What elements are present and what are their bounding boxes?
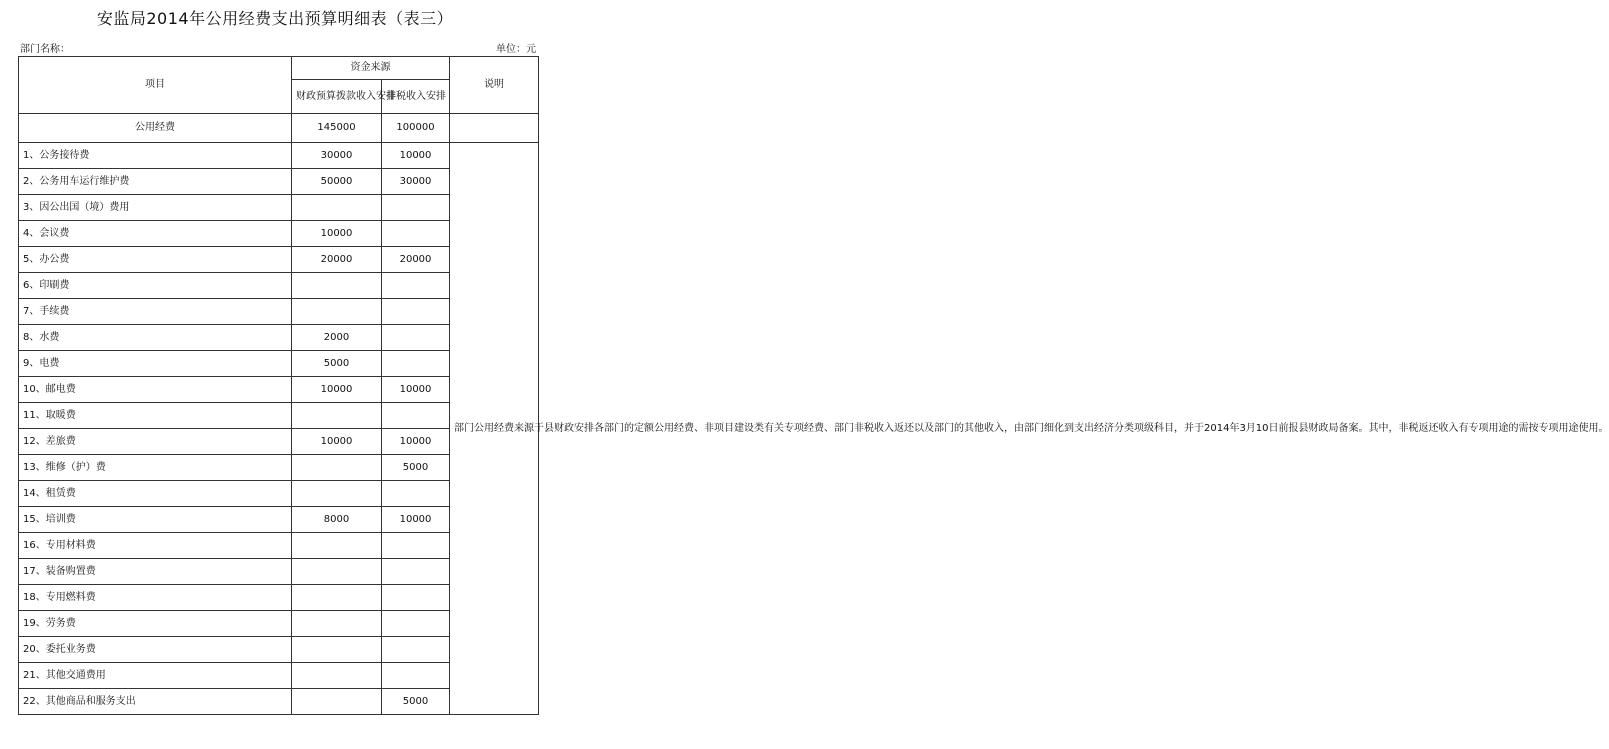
row-nontax — [382, 585, 450, 611]
row-label: 18、专用燃料费 — [19, 585, 292, 611]
row-fiscal: 50000 — [292, 169, 382, 195]
row-label: 16、专用材料费 — [19, 533, 292, 559]
row-fiscal: 10000 — [292, 221, 382, 247]
row-fiscal — [292, 663, 382, 689]
row-nontax: 10000 — [382, 377, 450, 403]
row-label: 14、租赁费 — [19, 481, 292, 507]
row-fiscal — [292, 299, 382, 325]
row-nontax — [382, 637, 450, 663]
row-nontax — [382, 481, 450, 507]
row-nontax: 10000 — [382, 507, 450, 533]
header-fiscal: 财政预算拨款收入安排 — [292, 80, 382, 114]
row-fiscal: 5000 — [292, 351, 382, 377]
row-nontax — [382, 533, 450, 559]
row-nontax: 5000 — [382, 689, 450, 715]
row-label: 22、其他商品和服务支出 — [19, 689, 292, 715]
row-nontax — [382, 273, 450, 299]
row-fiscal: 10000 — [292, 377, 382, 403]
row-fiscal: 20000 — [292, 247, 382, 273]
total-note — [450, 114, 539, 143]
row-label: 9、电费 — [19, 351, 292, 377]
row-label: 1、公务接待费 — [19, 143, 292, 169]
row-fiscal — [292, 403, 382, 429]
row-nontax — [382, 351, 450, 377]
row-label: 2、公务用车运行维护费 — [19, 169, 292, 195]
total-label: 公用经费 — [19, 114, 292, 143]
row-label: 20、委托业务费 — [19, 637, 292, 663]
table-row — [19, 143, 539, 169]
row-nontax: 30000 — [382, 169, 450, 195]
row-fiscal — [292, 637, 382, 663]
row-nontax — [382, 195, 450, 221]
note-text: 部门公用经费来源于县财政安排各部门的定额公用经费、非项目建设类有关专项经费、部门非税收入返还以及部门的其他收入，由部门细化到支出经济分类项级科目，并于2014年3月10日前报县财政局备案。其中，非税返还收入有专项用途的需按专项用途使用。 — [450, 143, 539, 715]
row-fiscal — [292, 195, 382, 221]
row-label: 21、其他交通费用 — [19, 663, 292, 689]
row-fiscal — [292, 585, 382, 611]
total-fiscal: 145000 — [292, 114, 382, 143]
row-fiscal — [292, 455, 382, 481]
row-fiscal: 8000 — [292, 507, 382, 533]
row-nontax: 10000 — [382, 429, 450, 455]
row-nontax: 5000 — [382, 455, 450, 481]
unit-label: 单位：元 — [496, 44, 536, 55]
row-fiscal — [292, 273, 382, 299]
row-fiscal — [292, 611, 382, 637]
row-nontax — [382, 663, 450, 689]
row-fiscal: 2000 — [292, 325, 382, 351]
row-label: 12、差旅费 — [19, 429, 292, 455]
row-nontax — [382, 299, 450, 325]
row-fiscal — [292, 559, 382, 585]
row-label: 6、印刷费 — [19, 273, 292, 299]
row-fiscal: 10000 — [292, 429, 382, 455]
row-nontax — [382, 221, 450, 247]
row-fiscal — [292, 481, 382, 507]
row-label: 11、取暖费 — [19, 403, 292, 429]
dept-name-label: 部门名称： — [20, 44, 70, 55]
row-label: 4、会议费 — [19, 221, 292, 247]
header-item: 项目 — [19, 57, 292, 114]
row-fiscal — [292, 533, 382, 559]
page-title: 安监局2014年公用经费支出预算明细表（表三） — [96, 9, 454, 28]
budget-table — [18, 56, 1609, 715]
header-row-1 — [19, 57, 539, 80]
total-row — [19, 114, 539, 143]
row-label: 7、手续费 — [19, 299, 292, 325]
row-label: 19、劳务费 — [19, 611, 292, 637]
total-nontax: 100000 — [382, 114, 450, 143]
row-label: 13、维修（护）费 — [19, 455, 292, 481]
header-nontax: 非税收入安排 — [382, 80, 450, 114]
row-label: 3、因公出国（境）费用 — [19, 195, 292, 221]
row-label: 8、水费 — [19, 325, 292, 351]
row-nontax — [382, 403, 450, 429]
row-fiscal — [292, 689, 382, 715]
header-note: 说明 — [450, 57, 539, 114]
row-nontax: 20000 — [382, 247, 450, 273]
row-nontax: 10000 — [382, 143, 450, 169]
row-label: 17、装备购置费 — [19, 559, 292, 585]
row-nontax — [382, 611, 450, 637]
header-funding-source: 资金来源 — [292, 57, 450, 80]
row-fiscal: 30000 — [292, 143, 382, 169]
row-nontax — [382, 325, 450, 351]
row-label: 5、办公费 — [19, 247, 292, 273]
row-nontax — [382, 559, 450, 585]
row-label: 15、培训费 — [19, 507, 292, 533]
row-label: 10、邮电费 — [19, 377, 292, 403]
